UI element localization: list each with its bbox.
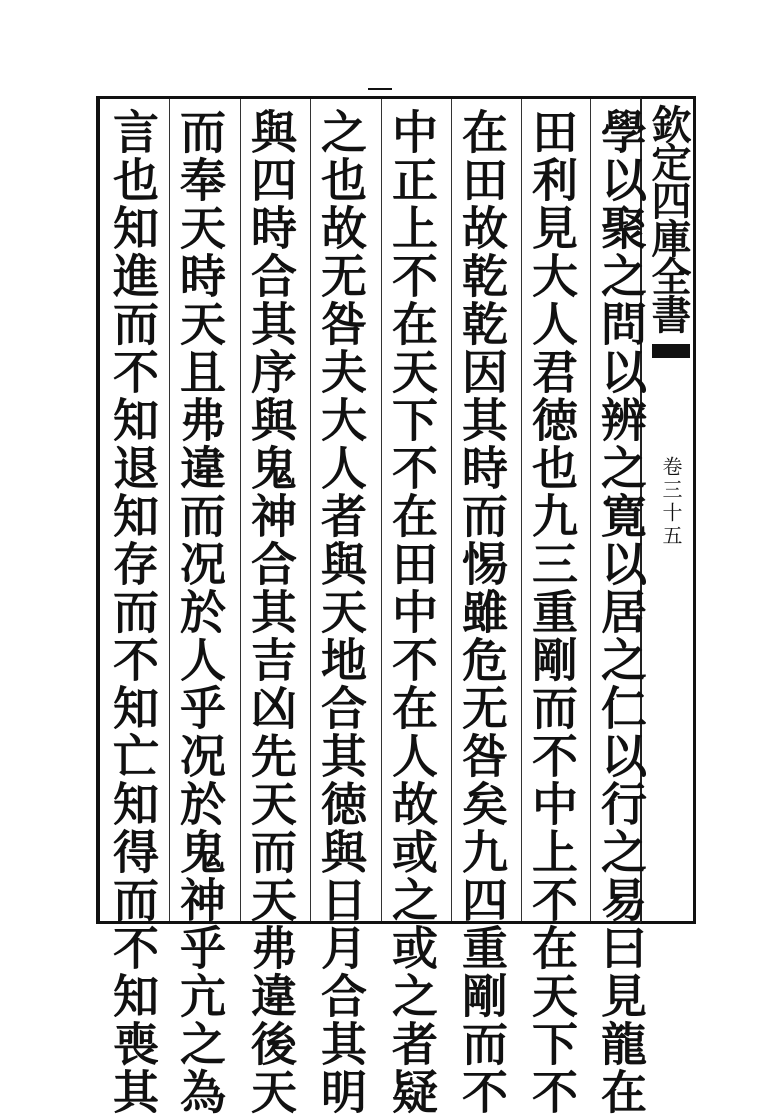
text-column-4: 中正上不在天下不在田中不在人故或之或之者疑 xyxy=(385,108,439,1116)
frame-mark xyxy=(368,88,392,98)
text-column-5: 之也故无咎夫大人者與天地合其徳與日月合其明 xyxy=(314,108,368,1116)
column-rule xyxy=(240,99,241,921)
column-rule xyxy=(521,99,522,921)
volume-label: 卷三十五 xyxy=(659,456,683,548)
column-rule xyxy=(310,99,311,921)
column-rule xyxy=(451,99,452,921)
column-rule xyxy=(590,99,591,921)
text-column-7: 而奉天時天且弗違而况於人乎况於鬼神乎亢之為 xyxy=(173,108,227,1116)
text-column-6: 與四時合其序與鬼神合其吉凶先天而天弗違後天 xyxy=(244,108,298,1116)
fishtail-mark xyxy=(652,344,690,358)
column-rule xyxy=(381,99,382,921)
text-column-3: 在田故乾乾因其時而惕雖危无咎矣九四重剛而不 xyxy=(455,108,509,1116)
book-title: 欽定四庫全書 xyxy=(645,104,692,332)
column-rule xyxy=(169,99,170,921)
text-column-2: 田利見大人君徳也九三重剛而不中上不在天下不 xyxy=(525,108,579,1116)
text-column-8: 言也知進而不知退知存而不知亡知得而不知喪其 xyxy=(106,108,160,1116)
text-column-1: 學以聚之問以辨之寛以居之仁以行之易曰見龍在 xyxy=(594,108,648,1116)
